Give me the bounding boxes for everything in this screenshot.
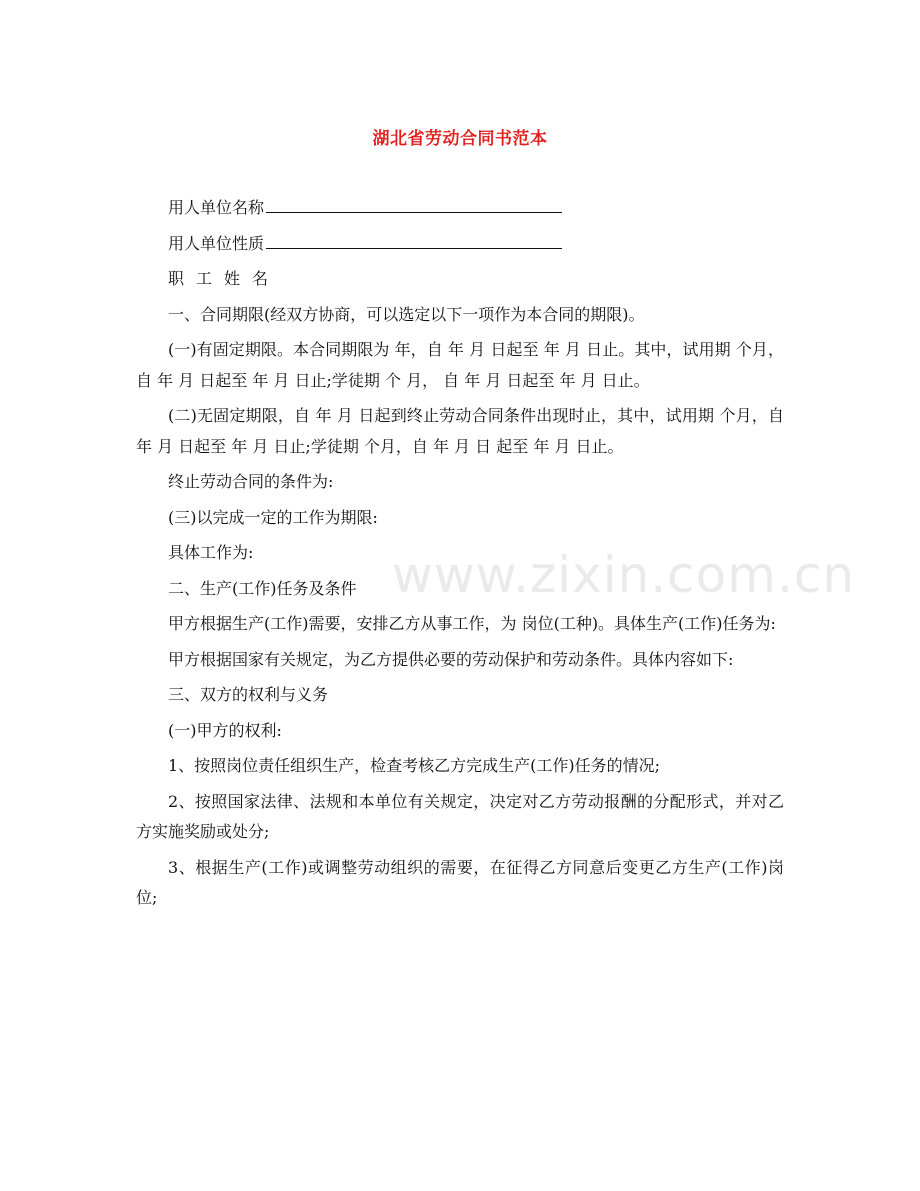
list-item-right-3: 3、根据生产(工作)或调整劳动组织的需要，在征得乙方同意后变更乙方生产(工作)岗位; [136,857,784,907]
employer-nature-blank-line [266,230,562,249]
paragraph-specific-work: 具体工作为: [168,543,254,562]
paragraph-open-term: (二)无固定期限，自 年 月 日起到终止劳动合同条件出现时止，其中，试用期 个月，自 年 月 日起至 年 月 日止;学徒期 个月，自 年 月 日 起至 年 月 日止。 [136,406,784,456]
document-body [136,193,784,919]
employer-name-label: 用人单位名称 [168,198,265,217]
document-title: 湖北省劳动合同书范本 [372,129,548,149]
section-heading-rights: 三、双方的权利与义务 [168,685,329,704]
employer-name-field [136,193,784,224]
paragraph-fixed-term: (一)有固定期限。本合同期限为 年，自 年 月 日起至 年 月 日止。其中，试用期 个月，自 年 月 日起至 年 月 日止;学徒期 个 月， 自 年 月 日起至 年 月 日止。 [136,340,784,390]
section-heading-tasks: 二、生产(工作)任务及条件 [168,578,357,598]
list-item-right-2: 2、按照国家法律、法规和本单位有关规定，决定对乙方劳动报酬的分配形式，并对乙方实施奖励或处分; [136,791,784,841]
watermark-text: www.zixin.com.cn [392,546,856,604]
list-item-right-1: 1、按照岗位责任组织生产，检查考核乙方完成生产(工作)任务的情况; [168,756,661,775]
employer-nature-label: 用人单位性质 [168,233,265,253]
employee-name-field [136,264,784,295]
paragraph-contract-term: 一、合同期限(经双方协商，可以选定以下一项作为本合同的期限)。 [168,304,645,324]
paragraph-work-assignment: 甲方根据生产(工作)需要，安排乙方从事工作，为 岗位(工种)。具体生产(工作)任务为: [168,614,776,633]
employee-name-label: 职工姓名 [168,269,281,288]
subheading-employer-rights: (一)甲方的权利: [168,720,282,740]
paragraph-task-based-term: (三)以完成一定的工作为期限: [168,507,378,527]
employer-nature-field [136,229,784,260]
employer-name-blank-line [266,194,562,213]
paragraph-termination-conditions: 终止劳动合同的条件为: [168,472,334,491]
paragraph-labor-protection: 甲方根据国家有关规定，为乙方提供必要的劳动保护和劳动条件。具体内容如下: [168,649,734,669]
